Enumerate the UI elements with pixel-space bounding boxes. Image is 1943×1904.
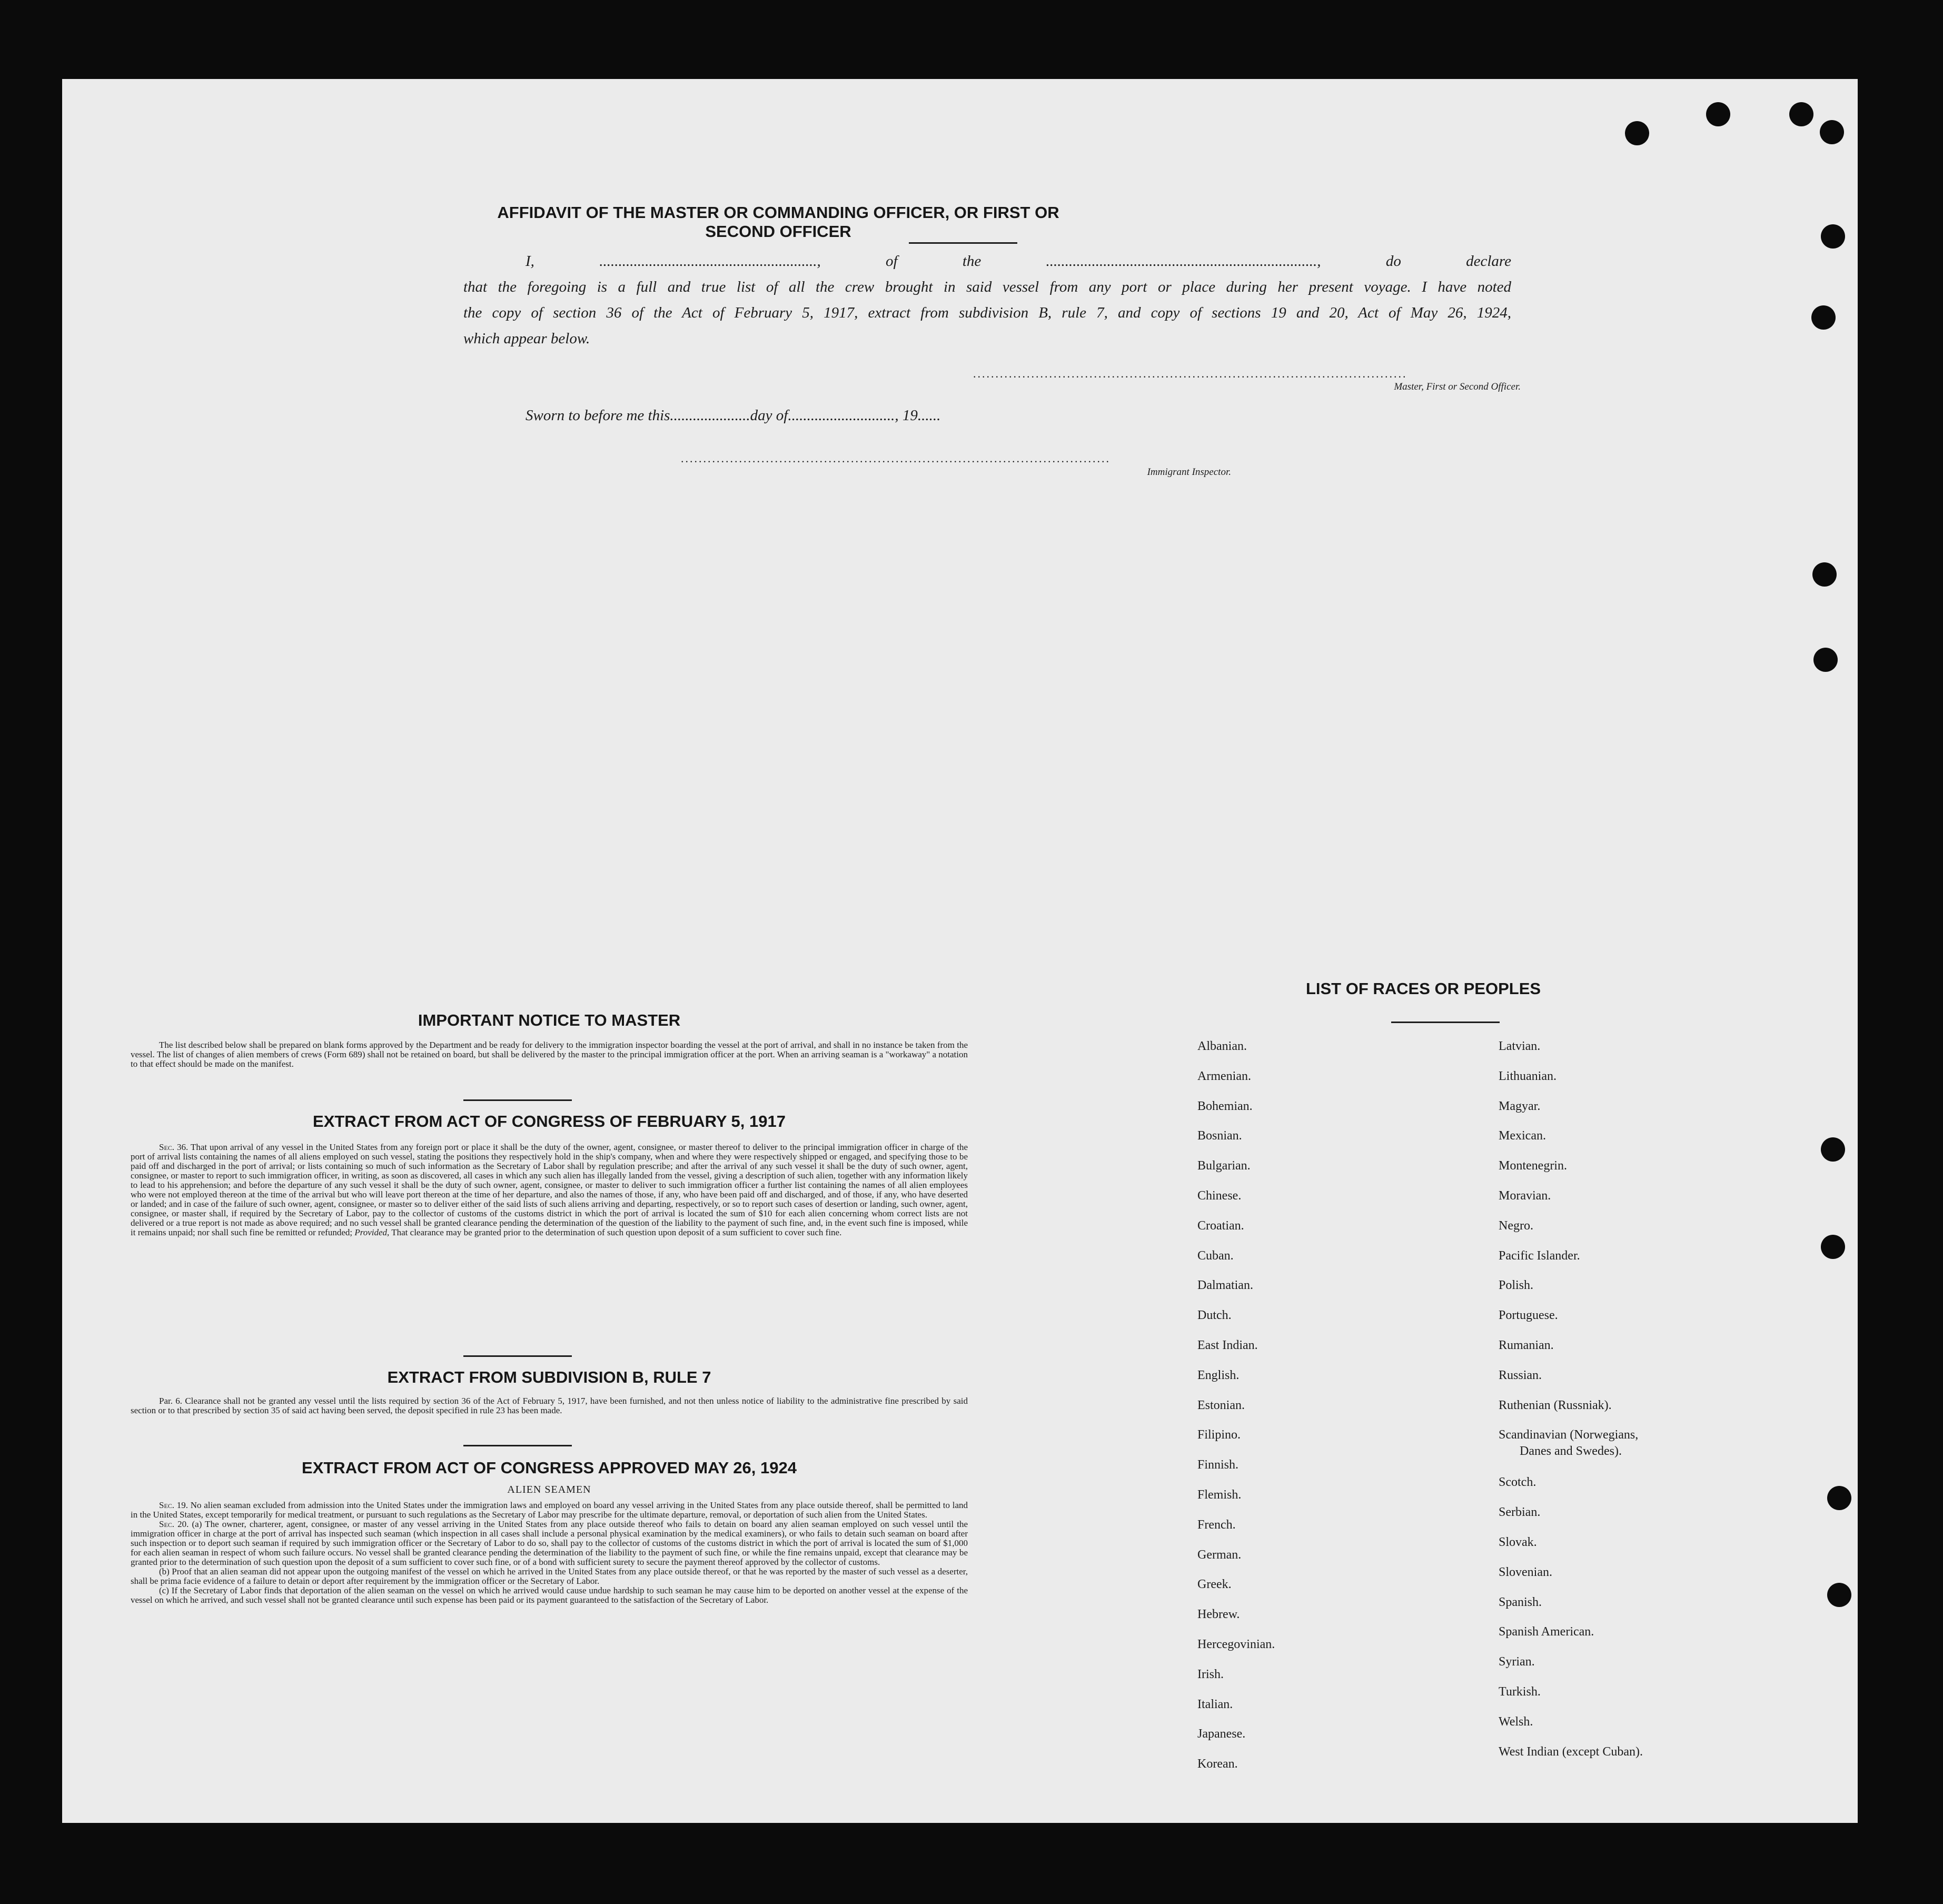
race-item: Cuban. [1197,1248,1234,1263]
extract-rule7-body [131,1396,968,1415]
race-item: Montenegrin. [1499,1159,1567,1173]
race-item: Mexican. [1499,1129,1546,1143]
race-item: Bulgarian. [1197,1159,1251,1173]
punch-hole [1827,1583,1851,1607]
punch-hole [1811,305,1836,330]
inspector-line: ................................................................................................ [681,452,1111,465]
race-item: Polish. [1499,1278,1534,1293]
section-label: Sec. 36. [159,1142,189,1152]
race-item: Dutch. [1197,1308,1232,1323]
race-item: English. [1197,1368,1240,1382]
race-item: German. [1197,1548,1242,1562]
punch-hole [1827,1486,1851,1510]
signature-line: ................................................................................................. [973,367,1407,380]
race-item: Korean. [1197,1757,1238,1771]
race-item: Turkish. [1499,1684,1541,1699]
race-item: Russian. [1499,1368,1542,1382]
race-item: Estonian. [1197,1398,1245,1412]
races-title: LIST OF RACES OR PEOPLES [1305,979,1541,998]
race-item: Finnish. [1197,1458,1239,1472]
race-item: Pacific Islander. [1499,1248,1580,1263]
provided-word: Provided, [354,1227,390,1237]
punch-hole [1821,224,1845,249]
section-label: Sec. 20. [159,1519,189,1529]
sec19-text: No alien seaman excluded from admission into the United States under the immigration laws and employed on board any vessel arriving in the United States from any place outside thereof, shall be permitted to land in the United States, except temporarily for medical treatment, or pursuant to such regulations as the Secretary of Labor may prescribe for the ultimate departure, removal, or deportation of such alien from the United States. [131,1500,968,1520]
races-title-underline [1391,1022,1500,1023]
race-item: Moravian. [1499,1188,1551,1203]
extract-rule7-paragraph: Par. 6. Clearance shall not be granted any vessel until the lists required by section 36 of the Act of February 5, 1917, have been furnished, and not then unless notice of liability to the administrative fine prescribed by said section or to that prescribed by section 35 of said act having been served, the deposit specified in rule 23 has been made. [131,1396,968,1415]
race-item: Bohemian. [1197,1099,1253,1113]
affidavit-line-1: I, ........................................................., of the ......................................................................., do declare [526,253,1511,270]
notice-title: IMPORTANT NOTICE TO MASTER [418,1011,681,1029]
sworn-line: Sworn to before me this.....................day of............................, 19...... [526,407,941,424]
race-item: Syrian. [1499,1655,1535,1669]
extract-1917-paragraph [131,1143,968,1237]
race-item: Magyar. [1499,1099,1541,1113]
race-item: Chinese. [1197,1188,1242,1203]
punch-hole [1625,121,1649,145]
section-divider [463,1099,572,1101]
race-item: Welsh. [1499,1714,1533,1729]
race-item: Irish. [1197,1667,1224,1681]
notice-body [131,1040,968,1069]
punch-hole [1789,102,1813,126]
extract-1924-title: EXTRACT FROM ACT OF CONGRESS APPROVED MAY 26, 1924 [302,1459,797,1477]
punch-hole [1821,1235,1845,1259]
sec19-paragraph [131,1501,968,1520]
sec20a-paragraph [131,1520,968,1567]
race-item: Portuguese. [1499,1308,1558,1323]
sec20c-paragraph: (c) If the Secretary of Labor finds that deportation of the alien seaman on the vessel on which he arrived would cause undue hardship to such seaman he may cause him to be deported on another vessel at the expense of the vessel on which he arrived, and such vessel shall not be granted clearance until such expense has been paid or its payment guaranteed to the satisfaction of the Secretary of Labor. [131,1585,968,1605]
extract-1917-body [131,1143,968,1237]
inspector-caption: Immigrant Inspector. [1147,467,1231,478]
race-item: Negro. [1499,1218,1533,1233]
races-left-column [1197,1038,1471,1786]
affidavit-title: AFFIDAVIT OF THE MASTER OR COMMANDING OFFICER, OR FIRST OR SECOND OFFICER [497,203,1059,241]
race-item: Spanish. [1499,1595,1542,1609]
affidavit-line-3: the copy of section 36 of the Act of February 5, 1917, extract from subdivision B, rule 7, and copy of sections 19 and 20, Act of May 26, 1924, [463,304,1511,321]
signature-caption: Master, First or Second Officer. [1394,381,1521,392]
extract-1924-body [131,1501,968,1605]
title-underline [909,242,1017,244]
affidavit-line-2: that the foregoing is a full and true list of all the crew brought in said vessel from any port or place during her present voyage. I have noted [463,279,1511,295]
extract-1917-text: That upon arrival of any vessel in the United States from any foreign port or place it shall be the duty of the owner, agent, consignee, or master thereof to deliver to the principal immigration officer in charge of the port of arrival lists containing the names of all aliens employed on such vessel, stating the positions they respectively hold in the ship's company, when and where they were respectively shipped or engaged, and specifying those to be paid off and discharged in the port of arrival; or lists containing so much of such information as the Secretary of Labor shall by regulation prescribe; and after the arrival of any such vessel it shall be the duty of such owner, agent, consignee, or master to report to such immigration officer, in writing, as soon as discovered, all cases in which any such alien has illegally landed from the vessel, giving a description of such alien, together with any information likely to lead to his apprehension; and before the departure of any such vessel it shall be the duty of such owner, agent, consignee, or master to deliver to such immigration officer a further list containing the names of all alien employees who were not employed thereon at the time of the arrival but who will leave port thereon at the time of her departure, and also the names of those, if any, who have been paid off and discharged, and of those, if any, who have deserted or landed; and in case of the failure of such owner, agent, consignee, or master so to deliver either of the said lists of such aliens arriving and departing, respectively, or so to report such cases of desertion or landing, such owner, agent, consignee, or master shall, if required by the Secretary of Labor, pay to the collector of customs of the customs district in which the port of arrival is located the sum of $10 for each alien concerning whom correct lists are not delivered or a true report is not made as above required; and no such vessel shall be granted clearance pending the determination of the question of the liability to the payment of such fine, and, in the event such fine is imposed, while it remains unpaid; nor shall such fine be remitted or refunded; [131,1142,968,1237]
alien-seamen-subtitle: ALIEN SEAMEN [507,1484,591,1495]
race-item: Scandinavian (Norwegians, [1499,1428,1639,1442]
extract-1917-title: EXTRACT FROM ACT OF CONGRESS OF FEBRUARY 5, 1917 [313,1112,786,1130]
sec20a-text: (a) The owner, charterer, agent, consignee, or master of any vessel arriving in the United States from any place outside thereof who fails to detain on board any alien seaman employed on such vessel until the immigration officer in charge at the port of arrival has inspected such seaman (which inspection in all cases shall include a personal physical examination by the medical examiners), or who fails to detain such seaman on board after such inspection or to deport such seaman if required by such immigration officer or the Secretary of Labor to do so, shall pay to the collector of customs of the customs district in which the port of arrival is located the sum of $1,000 for each alien seaman in respect of whom such failure occurs. No vessel shall be granted clearance pending the determination of the liability to the payment of such fine, or while the fine remains unpaid, except that clearance may be granted prior to the determination of such question upon the deposit of a sum sufficient to cover such fine, or of a bond with sufficient surety to secure the payment thereof approved by the collector of customs. [131,1519,968,1567]
race-item: Spanish American. [1499,1625,1594,1639]
affidavit-body [463,249,1511,352]
race-item: Filipino. [1197,1428,1241,1442]
race-item: Ruthenian (Russniak). [1499,1398,1612,1412]
section-label: Sec. 19. [159,1500,189,1510]
race-item: Croatian. [1197,1218,1244,1233]
race-item: Lithuanian. [1499,1069,1557,1083]
race-item: Bosnian. [1197,1129,1242,1143]
punch-hole [1812,562,1837,587]
document-page [62,79,1858,1823]
race-item: Latvian. [1499,1039,1541,1053]
race-item: Armenian. [1197,1069,1251,1083]
race-item: Scotch. [1499,1475,1536,1490]
race-item-scandinavian [1499,1427,1772,1474]
race-item: Albanian. [1197,1039,1247,1053]
extract-1917-text-end: That clearance may be granted prior to the determination of such question upon deposit of a sum sufficient to cover such fine. [391,1227,842,1237]
race-item: Hercegovinian. [1197,1637,1275,1651]
race-item: Rumanian. [1499,1338,1554,1352]
race-item: Greek. [1197,1578,1232,1592]
race-item: Flemish. [1197,1488,1242,1502]
race-item: East Indian. [1197,1338,1258,1352]
race-item: Hebrew. [1197,1608,1240,1622]
notice-paragraph: The list described below shall be prepared on blank forms approved by the Department and be ready for delivery to the immigration inspector boarding the vessel at the port of arrival, and shall in no instance be taken from the vessel. The list of changes of alien members of crews (Form 689) shall not be retained on board, but shall be delivered by the master to the principal immigration officer at the port. When an arriving seaman is a "workaway" a notation to that effect should be made on the manifest. [131,1040,968,1069]
section-divider [463,1445,572,1446]
punch-hole [1820,120,1844,144]
races-right-column [1499,1038,1772,1773]
extract-rule7-title: EXTRACT FROM SUBDIVISION B, RULE 7 [387,1368,711,1386]
race-item: West Indian (except Cuban). [1499,1744,1643,1759]
race-item: Slovak. [1499,1535,1537,1549]
race-item: French. [1197,1518,1236,1532]
race-item: Italian. [1197,1697,1233,1711]
punch-hole [1821,1137,1845,1162]
sec20b-paragraph: (b) Proof that an alien seaman did not appear upon the outgoing manifest of the vessel on which he arrived in the United States from any place outside thereof, or that he was reported by the master of such vessel as a deserter, shall be prima facie evidence of a failure to detain or deport after requirement by the immigration officer or the Secretary of Labor. [131,1566,968,1586]
race-item: Danes and Swedes). [1520,1444,1622,1459]
punch-hole [1706,102,1730,126]
race-item: Dalmatian. [1197,1278,1253,1293]
affidavit-line-4: which appear below. [463,330,590,347]
race-item: Japanese. [1197,1727,1246,1741]
race-item: Serbian. [1499,1505,1541,1520]
punch-hole [1813,648,1838,672]
section-divider [463,1355,572,1357]
race-item: Slovenian. [1499,1565,1552,1579]
